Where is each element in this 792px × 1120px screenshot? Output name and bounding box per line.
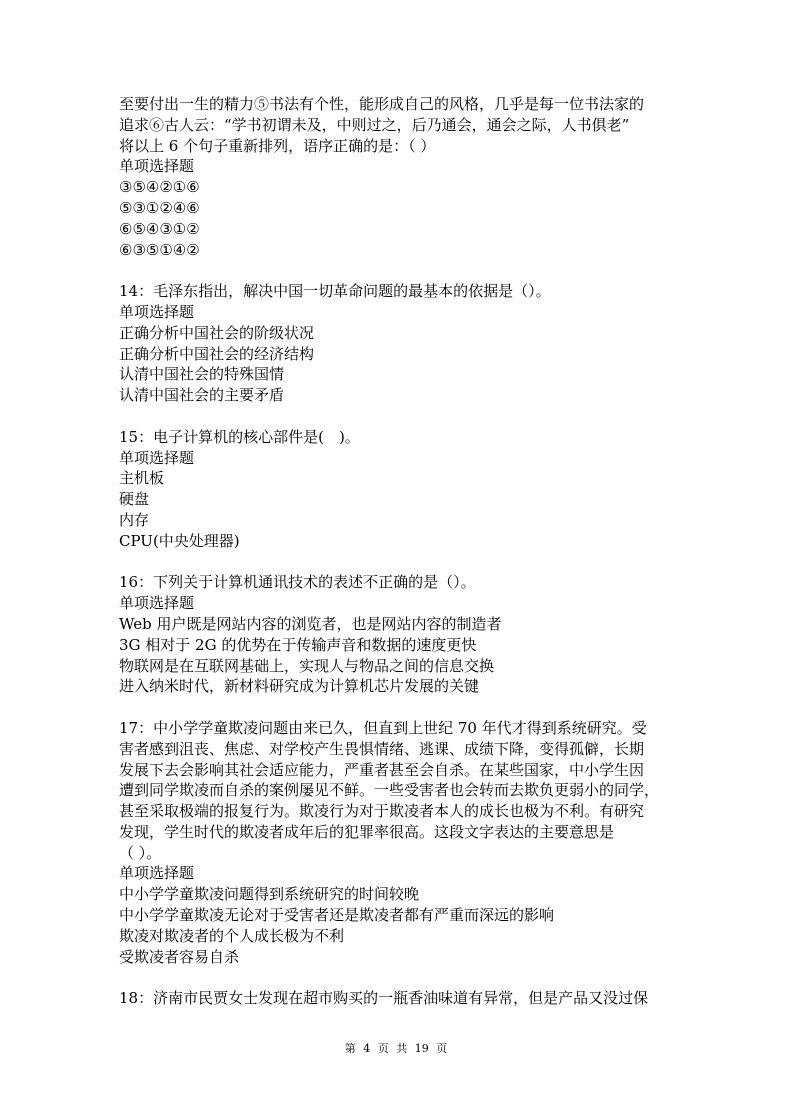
question-17-option-4: 受欺凌者容易自杀 bbox=[119, 947, 240, 966]
question-15-stem: 15：电子计算机的核心部件是( )。 bbox=[119, 427, 360, 446]
question-14 bbox=[119, 281, 679, 406]
question-17 bbox=[119, 718, 679, 968]
question-17-text-line-6: 发现，学生时代的欺凌者成年后的犯罪率很高。这段文字表达的主要意思是 bbox=[119, 822, 615, 841]
question-14-option-3: 认清中国社会的特殊国情 bbox=[119, 365, 285, 384]
question-13-option-1: ③⑤④②①⑥ bbox=[119, 178, 200, 197]
footer-gong: 共 bbox=[396, 1042, 408, 1055]
question-14-type: 单项选择题 bbox=[119, 302, 195, 321]
question-18-stem: 18：济南市民贾女士发现在超市购买的一瓶香油味道有异常，但是产品又没过保 bbox=[119, 989, 649, 1008]
question-14-option-2: 正确分析中国社会的经济结构 bbox=[119, 344, 315, 363]
question-16-option-4: 进入纳米时代，新材料研究成为计算机芯片发展的关键 bbox=[119, 677, 480, 696]
document-body bbox=[119, 94, 679, 1009]
question-18 bbox=[119, 988, 679, 1009]
footer-ye-end: 页 bbox=[436, 1042, 448, 1055]
footer-di: 第 bbox=[344, 1042, 356, 1055]
question-16-stem: 16：下列关于计算机通讯技术的表述不正确的是（）。 bbox=[119, 573, 476, 592]
question-16 bbox=[119, 572, 679, 697]
footer-ye: 页 bbox=[377, 1042, 389, 1055]
question-13-text-line-2: 追求⑥古人云：“学书初谓未及，中则过之，后乃通会，通会之际，人书俱老” bbox=[119, 115, 630, 134]
question-17-option-3: 欺凌对欺凌者的个人成长极为不利 bbox=[119, 926, 345, 945]
question-16-option-1: Web 用户既是网站内容的浏览者，也是网站内容的制造者 bbox=[119, 614, 502, 633]
question-15-option-1: 主机板 bbox=[119, 469, 165, 488]
question-13 bbox=[119, 94, 679, 260]
question-13-type: 单项选择题 bbox=[119, 157, 195, 176]
question-13-text-line-3: 将以上 6 个句子重新排列，语序正确的是：（ ） bbox=[119, 136, 436, 155]
page-footer bbox=[0, 1040, 792, 1056]
question-15 bbox=[119, 427, 679, 552]
question-17-text-line-7: （ ）。 bbox=[119, 843, 162, 862]
question-17-option-1: 中小学学童欺凌问题得到系统研究的时间较晚 bbox=[119, 885, 420, 904]
question-17-type: 单项选择题 bbox=[119, 864, 195, 883]
question-15-option-4: CPU(中央处理器) bbox=[119, 531, 240, 550]
question-17-text-line-2: 害者感到沮丧、焦虑、对学校产生畏惧情绪、逃课、成绩下降，变得孤僻，长期 bbox=[119, 739, 645, 758]
question-17-text-line-1: 17：中小学学童欺凌问题由来已久，但直到上世纪 70 年代才得到系统研究。受 bbox=[119, 718, 647, 737]
footer-total-pages: 19 bbox=[414, 1042, 429, 1055]
question-17-option-2: 中小学学童欺凌无论对于受害者还是欺凌者都有严重而深远的影响 bbox=[119, 906, 555, 925]
question-15-option-3: 内存 bbox=[119, 510, 150, 529]
question-13-option-4: ⑥③⑤①④② bbox=[119, 240, 200, 259]
question-13-text-line-1: 至要付出一生的精力⑤书法有个性，能形成自己的风格，几乎是每一位书法家的 bbox=[119, 95, 645, 113]
question-16-type: 单项选择题 bbox=[119, 594, 195, 613]
question-16-option-3: 物联网是在互联网基础上，实现人与物品之间的信息交换 bbox=[119, 656, 495, 675]
question-13-option-3: ⑥⑤④③①② bbox=[119, 219, 200, 238]
question-16-option-2: 3G 相对于 2G 的优势在于传输声音和数据的速度更快 bbox=[119, 635, 477, 654]
question-13-option-2: ⑤③①②④⑥ bbox=[119, 198, 200, 217]
question-17-text-line-4: 遭到同学欺凌而自杀的案例屡见不鲜。一些受害者也会转而去欺负更弱小的同学， bbox=[119, 781, 660, 800]
question-15-option-2: 硬盘 bbox=[119, 490, 150, 509]
footer-page-number: 4 bbox=[363, 1042, 371, 1055]
question-14-option-4: 认清中国社会的主要矛盾 bbox=[119, 386, 285, 405]
question-14-stem: 14：毛泽东指出，解决中国一切革命问题的最基本的依据是（）。 bbox=[119, 282, 551, 301]
question-15-type: 单项选择题 bbox=[119, 448, 195, 467]
question-14-option-1: 正确分析中国社会的阶级状况 bbox=[119, 323, 315, 342]
question-17-text-line-3: 发展下去会影响其社会适应能力，严重者甚至会自杀。在某些国家，中小学生因 bbox=[119, 760, 645, 779]
question-17-text-line-5: 甚至采取极端的报复行为。欺凌行为对于欺凌者本人的成长也极为不利。有研究 bbox=[119, 802, 645, 821]
